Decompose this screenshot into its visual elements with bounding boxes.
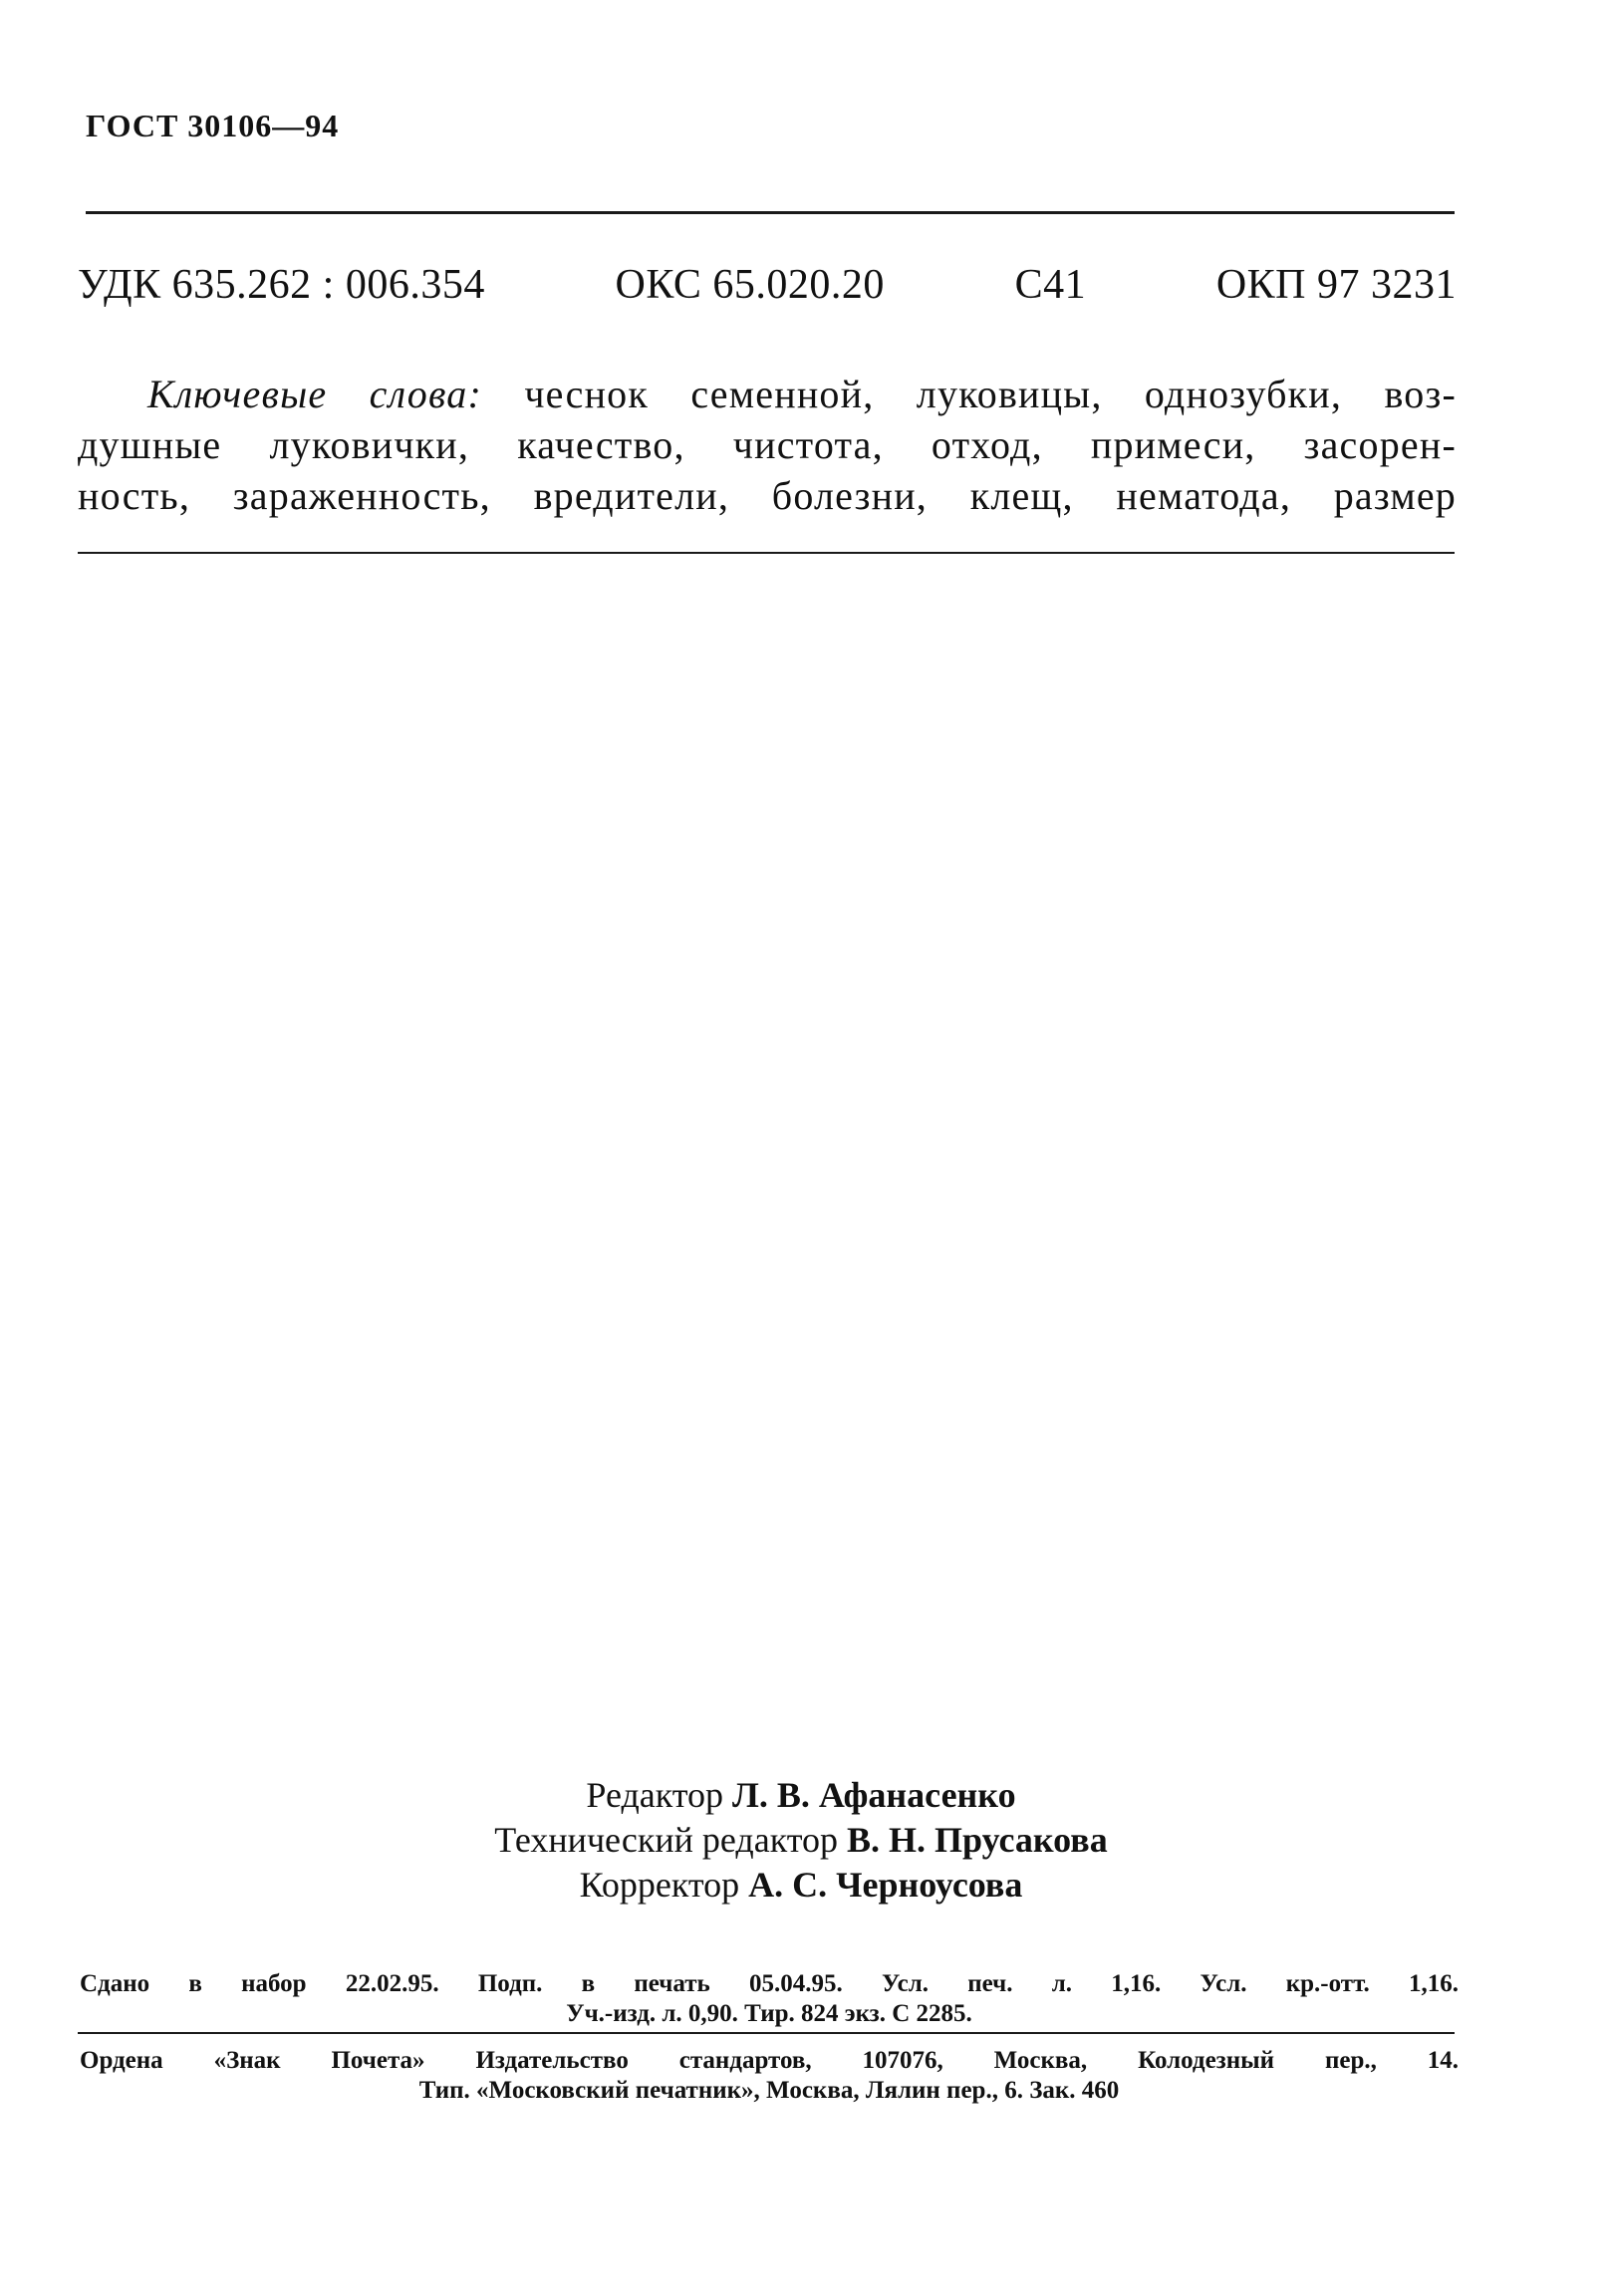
keywords-divider xyxy=(78,552,1455,554)
group-code: С41 xyxy=(1014,262,1087,308)
keywords-line-3: ность, зараженность, вредители, болезни, клещ, нематода, размер xyxy=(78,473,1457,518)
credit-tech-editor xyxy=(0,1818,1602,1863)
top-divider xyxy=(86,211,1455,214)
imprint-divider xyxy=(78,2032,1455,2034)
credit-editor xyxy=(0,1773,1602,1818)
udk-code: УДК 635.262 : 006.354 xyxy=(78,262,485,308)
keywords-line-2: душные луковички, качество, чистота, отход, примеси, засорен- xyxy=(78,422,1457,467)
credit-proofreader xyxy=(0,1863,1602,1908)
print-info-block xyxy=(80,1969,1459,2029)
keywords-block xyxy=(78,369,1457,521)
print-info-line-2: Уч.-изд. л. 0,90. Тир. 824 экз. С 2285. xyxy=(566,2000,972,2027)
classification-row xyxy=(78,261,1457,309)
publisher-block xyxy=(80,2046,1459,2106)
credits-block xyxy=(0,1773,1602,1908)
tech-editor-name: В. Н. Прусакова xyxy=(847,1820,1108,1860)
print-info-line-1: Сдано в набор 22.02.95. Подп. в печать 05.04.95. Усл. печ. л. 1,16. Усл. кр.-отт. 1,16. xyxy=(80,1970,1459,1997)
editor-role: Редактор xyxy=(586,1775,724,1815)
keywords-line-1 xyxy=(78,369,1457,419)
keywords-line-1-text: чеснок семенной, луковицы, однозубки, воз- xyxy=(524,372,1458,416)
publisher-line-2: Тип. «Московский печатник», Москва, Лялин пер., 6. Зак. 460 xyxy=(418,2077,1120,2104)
okp-code: ОКП 97 3231 xyxy=(1215,262,1457,308)
tech-editor-role: Технический редактор xyxy=(494,1820,839,1860)
oks-code: ОКС 65.020.20 xyxy=(615,262,885,308)
keywords-label: Ключевые слова: xyxy=(147,372,482,416)
proofreader-role: Корректор xyxy=(579,1865,740,1905)
standard-code: ГОСТ 30106—94 xyxy=(86,108,340,143)
proofreader-name: А. С. Черноусова xyxy=(748,1865,1023,1905)
editor-name: Л. В. Афанасенко xyxy=(732,1775,1016,1815)
publisher-line-1: Ордена «Знак Почета» Издательство стандартов, 107076, Москва, Колодезный пер., 14. xyxy=(80,2047,1459,2074)
